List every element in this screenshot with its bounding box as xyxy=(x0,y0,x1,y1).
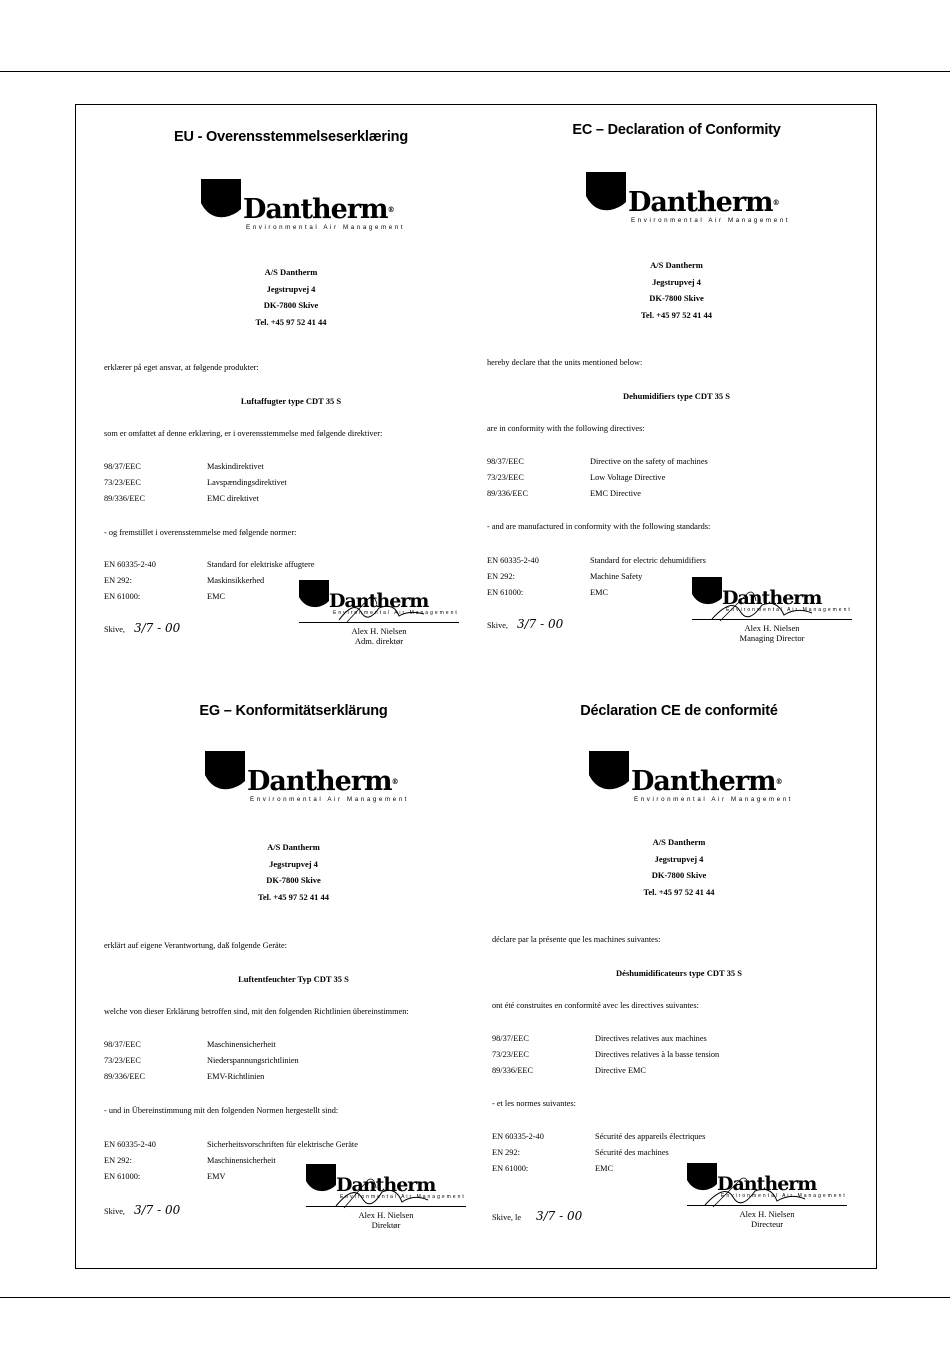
declare-text: hereby declare that the units mentioned below: xyxy=(487,358,643,367)
company-address xyxy=(489,834,869,900)
signing-date: 3/7 - 00 xyxy=(134,1203,181,1217)
street: Jegstrupvej 4 xyxy=(654,853,704,864)
signer-role: Direktør xyxy=(371,1220,401,1230)
company-address xyxy=(101,264,481,330)
company-name: A/S Dantherm xyxy=(650,260,703,270)
phone: Tel. +45 97 52 41 44 xyxy=(643,886,715,897)
directives-intro: welche von dieser Erklärung betroffen sind, mit den folgenden Richtlinien übereinstimmen: xyxy=(104,1007,409,1016)
product-name: Luftaffugter type CDT 35 S xyxy=(240,396,342,406)
registered-mark: ® xyxy=(772,198,780,207)
standards-intro: - and are manufactured in conformity with the following standards: xyxy=(487,522,711,531)
phone: Tel. +45 97 52 41 44 xyxy=(640,309,713,320)
dantherm-mark-icon xyxy=(586,172,626,214)
logo-wordmark: Dantherm xyxy=(717,1173,817,1195)
logo-wordmark: Dantherm xyxy=(247,766,392,797)
product-name: Déshumidificateurs type CDT 35 S xyxy=(616,968,742,978)
logo-wordmark: Dantherm xyxy=(336,1174,436,1196)
signer-name: Alex H. Nielsen xyxy=(351,626,407,636)
street: Jegstrupvej 4 xyxy=(652,276,701,287)
handwritten-signature-icon xyxy=(306,1164,466,1209)
city: DK-7800 Skive xyxy=(651,870,707,880)
signer-role: Managing Director xyxy=(739,633,805,643)
declaration-german: EG – Konformitätserklärung Dantherm® Environmental Air Management A/S Dantherm Jegstrupvej 4 DK-7800 Skive Tel. +45 97 52 41 44 erklärt auf eigene Verantwortung, daß folgende Geräte: Luftentfeuchter Typ CDT 35 S welche von dieser Erklärung betroffen sind, mit den folgenden Richtlinien übereinstimmen: 98/37/EEC Maschinensicherheit 73/23/EEC Niederspannungsrichtlinien 89/336/EEC EMV-Richtlinien - und in Übereinstimmung mit den folgenden Normen hergestellt sind: EN 60335-2-40 Sicherheitsvorschriften für elektrische Geräte EN 292: Maschinensicherheit EN 61000: EMV Skive, 3/7 - 00 Dantherm Environmental Air Management Alex H. Nielsen Direktør xyxy=(101,699,486,1259)
logo-tagline: Environmental Air Management xyxy=(726,607,852,613)
product-name: Luftentfeuchter Typ CDT 35 S xyxy=(238,974,349,984)
registered-mark: ® xyxy=(387,205,395,214)
logo-tagline: Environmental Air Management xyxy=(631,217,791,224)
page-title: EG – Konformitätserklärung xyxy=(199,703,388,719)
signature-line xyxy=(692,619,852,620)
header-rule xyxy=(0,71,950,72)
logo-tagline: Environmental Air Management xyxy=(721,1193,847,1199)
logo-wordmark: Dantherm xyxy=(628,187,773,218)
handwritten-signature-icon xyxy=(299,580,459,625)
page-title: EC – Declaration of Conformity xyxy=(572,122,781,138)
company-address xyxy=(484,257,869,323)
phone: Tel. +45 97 52 41 44 xyxy=(257,891,330,902)
handwritten-signature-icon xyxy=(687,1163,847,1208)
logo-wordmark: Dantherm xyxy=(243,194,388,225)
signing-date: 3/7 - 00 xyxy=(134,621,181,635)
logo-tagline: Environmental Air Management xyxy=(340,1194,466,1200)
page-title: Déclaration CE de conformité xyxy=(580,703,778,719)
street: Jegstrupvej 4 xyxy=(266,283,316,294)
city: DK-7800 Skive xyxy=(649,293,704,303)
signer-role: Directeur xyxy=(750,1219,784,1229)
signer-name: Alex H. Nielsen xyxy=(358,1210,414,1220)
signing-date: 3/7 - 00 xyxy=(536,1209,583,1223)
standards-intro: - und in Übereinstimmung mit den folgenden Normen hergestellt sind: xyxy=(104,1106,339,1115)
directives-intro: ont été construites en conformité avec les directives suivantes: xyxy=(492,1001,699,1010)
phone: Tel. +45 97 52 41 44 xyxy=(255,316,327,327)
product-name: Dehumidifiers type CDT 35 S xyxy=(622,391,731,401)
signing-place: Skive, xyxy=(104,625,125,634)
logo-tagline: Environmental Air Management xyxy=(333,610,459,616)
logo-tagline: Environmental Air Management xyxy=(250,796,410,803)
street: Jegstrupvej 4 xyxy=(269,858,318,869)
page-title: EU - Overensstemmelseserklæring xyxy=(174,129,408,145)
logo-wordmark: Dantherm xyxy=(329,590,429,612)
standards-intro: - et les normes suivantes: xyxy=(492,1099,576,1108)
declare-text: erklärt auf eigene Verantwortung, daß folgende Geräte: xyxy=(104,941,287,950)
logo-tagline: Environmental Air Management xyxy=(246,224,406,231)
declaration-french: Déclaration CE de conformité Dantherm® Environmental Air Management A/S Dantherm Jegstrupvej 4 DK-7800 Skive Tel. +45 97 52 41 44 déclare par la présente que les machines suivantes: Déshumidificateurs type CDT 35 S ont été construites en conformité avec les directives suivantes: 98/37/EEC Directives relatives aux machines 73/23/EEC Directives relatives à la basse tension 89/336/EEC Directive EMC - et les normes suivantes: EN 60335-2-40 Sécurité des appareils électriques EN 292: Sécurité des machines EN 61000: EMC Skive, le 3/7 - 00 Dantherm Environmental Air Management Alex H. Nielsen Directeur xyxy=(489,699,869,1259)
city: DK-7800 Skive xyxy=(263,300,319,310)
directives-intro: are in conformity with the following directives: xyxy=(487,424,645,433)
declare-text: déclare par la présente que les machines suivantes: xyxy=(492,935,661,944)
registered-mark: ® xyxy=(391,777,399,786)
signature-line xyxy=(306,1206,466,1207)
company-name: A/S Dantherm xyxy=(264,267,318,277)
company-name: A/S Dantherm xyxy=(267,842,320,852)
footer-rule xyxy=(0,1297,950,1298)
directives-intro: som er omfattet af denne erklæring, er i overensstemmelse med følgende direktiver: xyxy=(104,429,383,438)
dantherm-mark-icon xyxy=(205,751,245,793)
logo-tagline: Environmental Air Management xyxy=(634,796,794,803)
declaration-english: EC – Declaration of Conformity Dantherm® Environmental Air Management A/S Dantherm Jegstrupvej 4 DK-7800 Skive Tel. +45 97 52 41 44 hereby declare that the units mentioned below: Dehumidifiers type CDT 35 S are in conformity with the following directives: 98/37/EEC Directive on the safety of machines 73/23/EEC Low Voltage Directive 89/336/EEC EMC Directive - and are manufactured in conformity with the following standards: EN 60335-2-40 Standard for electric dehumidifiers EN 292: Machine Safety EN 61000: EMC Skive, 3/7 - 00 Dantherm Environmental Air Management Alex H. Nielsen Managing Director xyxy=(484,118,869,678)
signing-place: Skive, le xyxy=(492,1213,522,1222)
company-name: A/S Dantherm xyxy=(652,837,706,847)
signature-line xyxy=(687,1205,847,1206)
declaration-danish: EU - Overensstemmelseserklæring Dantherm® Environmental Air Management A/S Dantherm Jegstrupvej 4 DK-7800 Skive Tel. +45 97 52 41 44 erklærer på eget ansvar, at følgende produkter: Luftaffugter type CDT 35 S som er omfattet af denne erklæring, er i overensstemmelse med følgende direktiver: 98/37/EEC Maskindirektivet 73/23/EEC Lavspændingsdirektivet 89/336/EEC EMC direktivet - og fremstillet i overensstemmelse med følgende normer: EN 60335-2-40 Standard for elektriske affugtere EN 292: Maskinsikkerhed EN 61000: EMC Skive, 3/7 - 00 Dantherm Environmental Air Management Alex H. Nielsen Adm. direktør xyxy=(101,125,481,685)
signature-line xyxy=(299,622,459,623)
signing-date: 3/7 - 00 xyxy=(517,617,564,631)
dantherm-mark-icon xyxy=(201,179,241,221)
signer-name: Alex H. Nielsen xyxy=(739,1209,795,1219)
declare-text: erklærer på eget ansvar, at følgende produkter: xyxy=(104,363,259,372)
signer-name: Alex H. Nielsen xyxy=(744,623,800,633)
standards-intro: - og fremstillet i overensstemmelse med følgende normer: xyxy=(104,528,297,537)
signing-place: Skive, xyxy=(487,621,508,630)
registered-mark: ® xyxy=(775,777,783,786)
declaration-frame xyxy=(75,104,877,1269)
dantherm-mark-icon xyxy=(589,751,629,793)
company-address xyxy=(101,839,486,905)
handwritten-signature-icon xyxy=(692,577,852,622)
logo-wordmark: Dantherm xyxy=(722,587,822,609)
city: DK-7800 Skive xyxy=(266,875,321,885)
logo-wordmark: Dantherm xyxy=(631,766,776,797)
signing-place: Skive, xyxy=(104,1207,125,1216)
signer-role: Adm. direktør xyxy=(354,636,404,646)
